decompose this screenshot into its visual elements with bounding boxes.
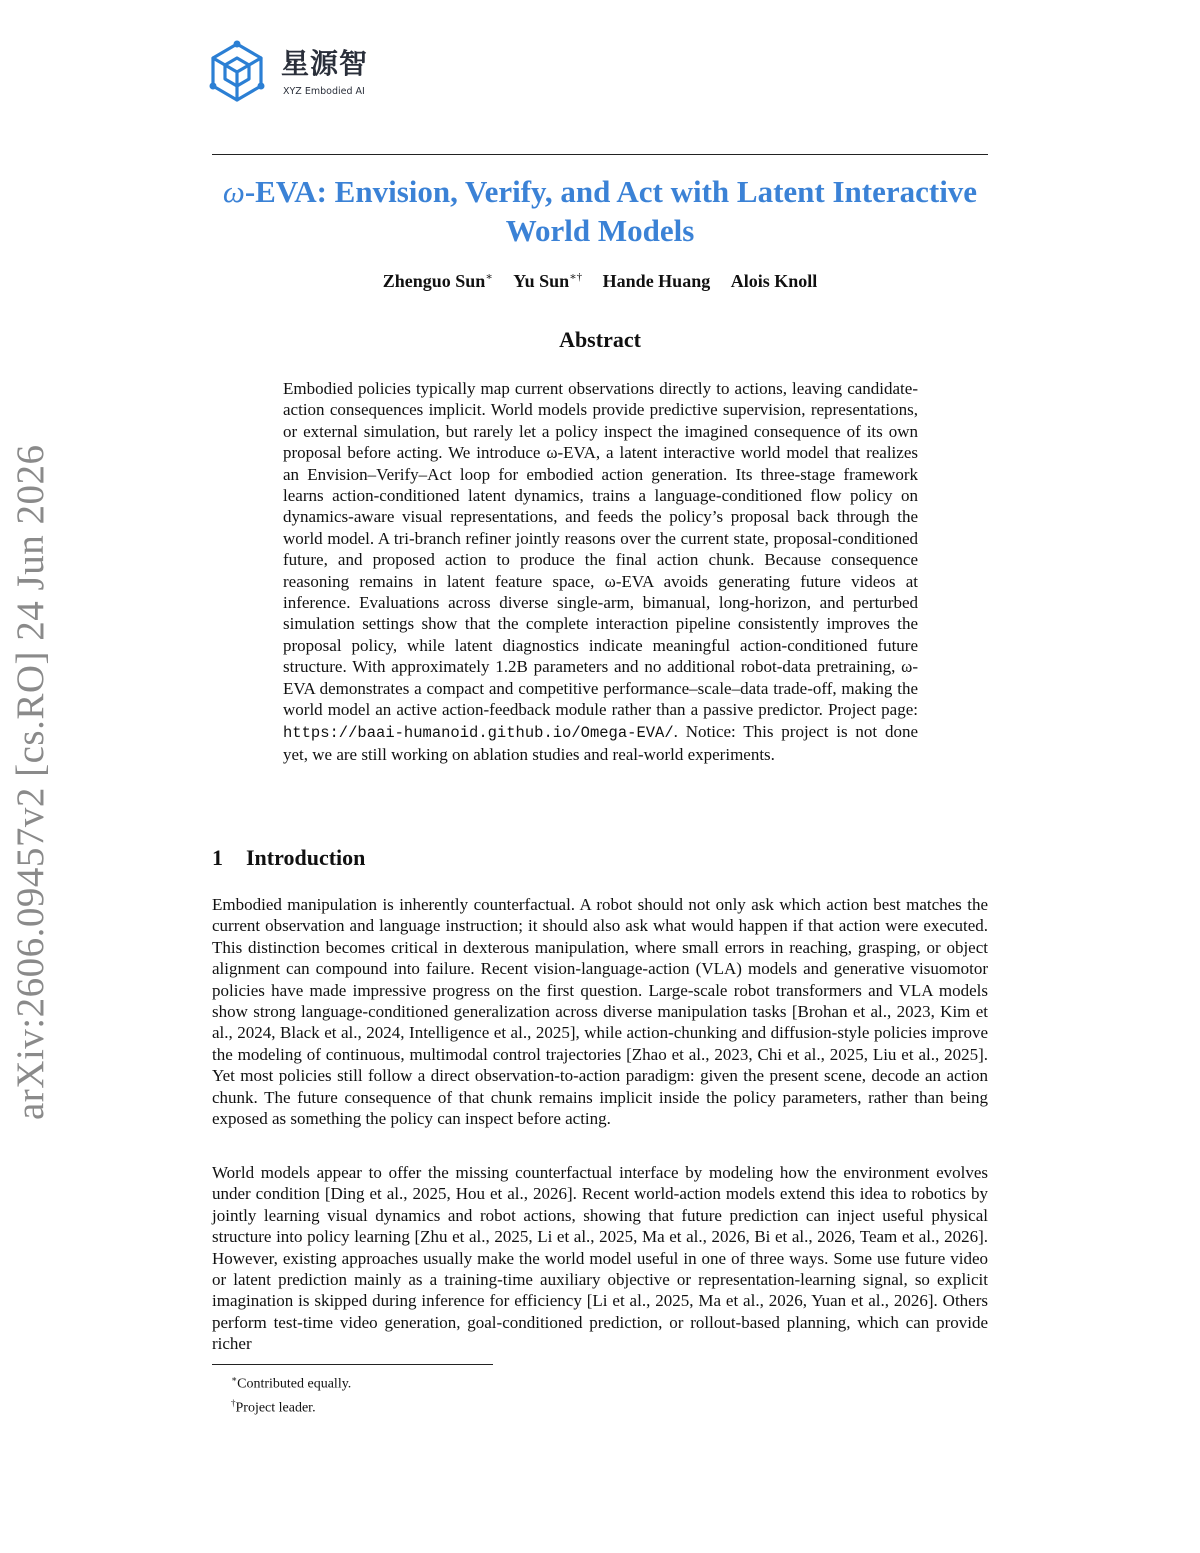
logo-name-cn: 星源智 (281, 47, 369, 80)
cube-network-logo-icon (205, 40, 269, 104)
author: Zhenguo Sun∗ (382, 271, 493, 291)
header-rule (212, 154, 988, 155)
author-list (212, 270, 988, 292)
section-heading (212, 845, 365, 871)
abstract-text (283, 378, 918, 765)
footnote-rule (212, 1364, 493, 1365)
author: Alois Knoll (730, 271, 818, 291)
logo (205, 40, 405, 104)
footnotes (231, 1370, 731, 1417)
abstract-notice: . Notice: This project is not done yet, we are still working on ablation studies and real-world experiments. (283, 721, 918, 764)
logo-name-en: XYZ Embodied AI (283, 86, 365, 97)
footnote: †Project leader. (231, 1397, 316, 1416)
footnote: ∗Contributed equally. (231, 1374, 352, 1392)
section-number: 1 (212, 845, 223, 870)
arxiv-stamp: arXiv:2606.09457v2 [cs.RO] 24 Jun 2026 (9, 444, 52, 1120)
body-paragraph: Embodied manipulation is inherently counterfactual. A robot should not only ask which action best matches the current observation and language instruction; it should also ask what would happen if that action were executed. This distinction becomes critical in dexterous manipulation, where small errors in reaching, grasping, or object alignment can compound into failure. Recent vision-language-action (VLA) models and generative visuomotor policies have made impressive progress on the first question. Large-scale robot transformers and VLA models show strong language-conditioned generalization across diverse manipulation tasks [Brohan et al., 2023, Kim et al., 2024, Black et al., 2024, Intelligence et al., 2025], while action-chunking and diffusion-style policies improve the modeling of continuous, multimodal control trajectories [Zhao et al., 2023, Chi et al., 2025, Liu et al., 2025]. Yet most policies still follow a direct observation-to-action paradigm: given the present scene, decode an action chunk. The future consequence of that chunk remains implicit inside the policy parameters, rather than being exposed as something the policy can inspect before acting. (212, 895, 988, 1129)
title-text: -EVA: Envision, Verify, and Act with Latent Interactive World Models (244, 174, 978, 248)
body-paragraph: World models appear to offer the missing counterfactual interface by modeling how the environment evolves under condition [Ding et al., 2025, Hou et al., 2026]. Recent world-action models extend this idea to robotics by jointly learning visual dynamics and robot actions, showing that future prediction can inject useful physical structure into policy learning [Zhu et al., 2025, Li et al., 2025, Ma et al., 2026, Bi et al., 2026, Team et al., 2026]. However, existing approaches usually make the world model useful in one of three ways. Some use future video or latent prediction mainly as a training-time auxiliary objective or representation-learning signal, so explicit imagination is skipped during inference for efficiency [Li et al., 2025, Ma et al., 2026, Yuan et al., 2026]. Others perform test-time video generation, goal-conditioned prediction, or rollout-based planning, which can provide richer (212, 1163, 988, 1354)
project-page-link[interactable]: https://baai-humanoid.github.io/Omega-EVA/ (283, 723, 674, 742)
section-title: Introduction (246, 845, 366, 870)
abstract-heading: Abstract (559, 327, 641, 352)
author: Yu Sun∗† (513, 271, 583, 291)
abstract-body: Embodied policies typically map current observations directly to actions, leaving candidate-action consequences implicit. World models provide predictive supervision, representations, or external simulation, but rarely let a policy inspect the imagined consequence of its own proposal before acting. We introduce ω-EVA, a latent interactive world model that realizes an Envision–Verify–Act loop for embodied action generation. Its three-stage framework learns action-conditioned latent dynamics, trains a language-conditioned flow policy on dynamics-aware visual representations, and feeds the policy’s proposal back through the world model. A tri-branch refiner jointly reasons over the current state, proposal-conditioned future, and proposed action to produce the final action chunk. Because consequence reasoning remains in latent feature space, ω-EVA avoids generating future videos at inference. Evaluations across diverse single-arm, bimanual, long-horizon, and perturbed simulation settings show that the complete interaction pipeline consistently improves the proposal policy, while latent diagnostics indicate meaningful action-conditioned future structure. With approximately 1.2B parameters and no additional robot-data pretraining, ω-EVA demonstrates a compact and competitive performance–scale–data trade-off, making the world model an active action-feedback module rather than a passive predictor. Project page: (283, 379, 918, 720)
title-omega-symbol: ω (222, 174, 245, 209)
paper-title (212, 172, 988, 250)
author: Hande Huang (602, 271, 711, 291)
